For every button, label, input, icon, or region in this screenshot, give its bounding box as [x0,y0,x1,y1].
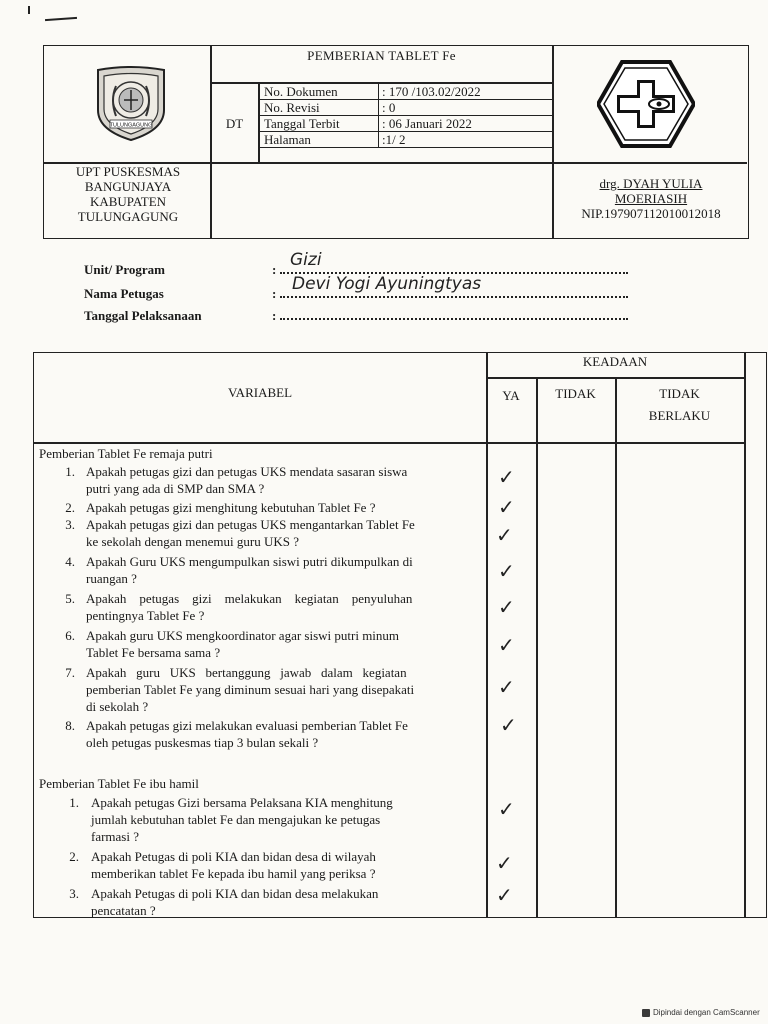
corner-mark-line [45,17,77,21]
col-keadaan: KEADAAN [582,354,648,369]
document-meta [260,84,552,162]
nama-petugas-value: Devi Yogi Ayuningtyas [292,274,482,294]
document-title: PEMBERIAN TABLET Fe [307,48,456,63]
unit-program-value: Gizi [290,250,322,270]
check-mark: ✓ [498,595,515,619]
section-title: Pemberian Tablet Fe remaja putri [39,446,213,461]
col-tidak: TIDAK [555,386,596,401]
check-mark: ✓ [496,851,513,875]
check-mark: ✓ [500,713,517,737]
corner-mark [28,6,30,14]
organization-name: UPT PUSKESMAS BANGUNJAYA KABUPATEN TULUNGAGUNG [75,164,181,224]
nama-petugas-label: Nama Petugas [84,286,164,301]
dt-label: DT [225,116,244,131]
check-mark: ✓ [498,495,515,519]
col-variabel: VARIABEL [227,385,293,400]
scanner-watermark: Dipindai dengan CamScanner [642,1008,760,1017]
check-mark: ✓ [496,523,513,547]
check-mark: ✓ [496,883,513,907]
signatory-name-2: MOERIASIH [614,191,688,206]
meta-row: Halaman :1/ 2 [264,132,406,147]
check-mark: ✓ [498,633,515,657]
check-mark: ✓ [498,797,515,821]
tanggal-pelaksanaan-label: Tanggal Pelaksanaan [84,308,202,323]
check-mark: ✓ [498,465,515,489]
col-ya: YA [502,388,520,403]
section-title: Pemberian Tablet Fe ibu hamil [39,776,199,791]
meta-row: No. Revisi : 0 [264,100,396,115]
camscanner-icon [642,1009,650,1017]
unit-program-label: Unit/ Program [84,262,165,277]
signatory [554,176,748,221]
nama-petugas-line [280,296,628,298]
signatory-nip: NIP.197907112010012018 [581,206,721,221]
regency-emblem-logo [88,64,174,142]
meta-row: Tanggal Terbit : 06 Januari 2022 [264,116,472,131]
tanggal-pelaksanaan-line [280,318,628,320]
col-tidak-berlaku: TIDAK BERLAKU [648,386,711,423]
checklist-body: Pemberian Tablet Fe remaja putri 1. Apakah petugas gizi dan petugas UKS mendata sasaran siswa putri yang ada di SMP dan SMA ? 2. Apakah petugas gizi menghitung kebutuhan Tablet Fe ? 3. Apakah petugas gizi dan petugas UKS mengantarkan Tablet Fe ke sekolah dengan menemui guru UKS ? 4. Apakah Guru UKS mengumpulkan siswi putri dikumpulkan di ruangan ? 5. Apakah petugas gizi melakukan kegiatan penyuluhan pentingnya Tablet Fe ? 6. Apakah guru UKS mengkoordinator agar siswi putri minum Tablet Fe bersama sama ? 7. Apakah guru UKS bertanggung jawab dalam kegiatan pemberian Tablet Fe yang diminum sesuai hari yang disepakati di sekolah ? 8. Apakah petugas gizi melakukan evaluasi pemberian Tablet Fe oleh petugas puskesmas tiap 3 bulan sekali ? Pemberian Tablet Fe ibu hamil 1. Apakah petugas Gizi bersama Pelaksana KIA menghitung jumlah kebutuhan tablet Fe dan mengajukan ke petugas farmasi ? 2. Apakah Petugas di poli KIA dan bidan desa di wilayah memberikan tablet Fe kepada ibu hamil yang periksa ? 3. Apakah Petugas di poli KIA dan bidan desa melakukan pencatatan ? [39,446,415,918]
check-mark: ✓ [498,559,515,583]
document-header [43,45,749,239]
svg-text:TULUNGAGUNG: TULUNGAGUNG [109,122,153,129]
check-mark: ✓ [498,675,515,699]
checklist-table [33,352,767,918]
puskesmas-cross-logo [597,60,695,148]
signatory-name: drg. DYAH YULIA [599,176,703,191]
meta-row: No. Dokumen : 170 /103.02/2022 [264,84,481,99]
